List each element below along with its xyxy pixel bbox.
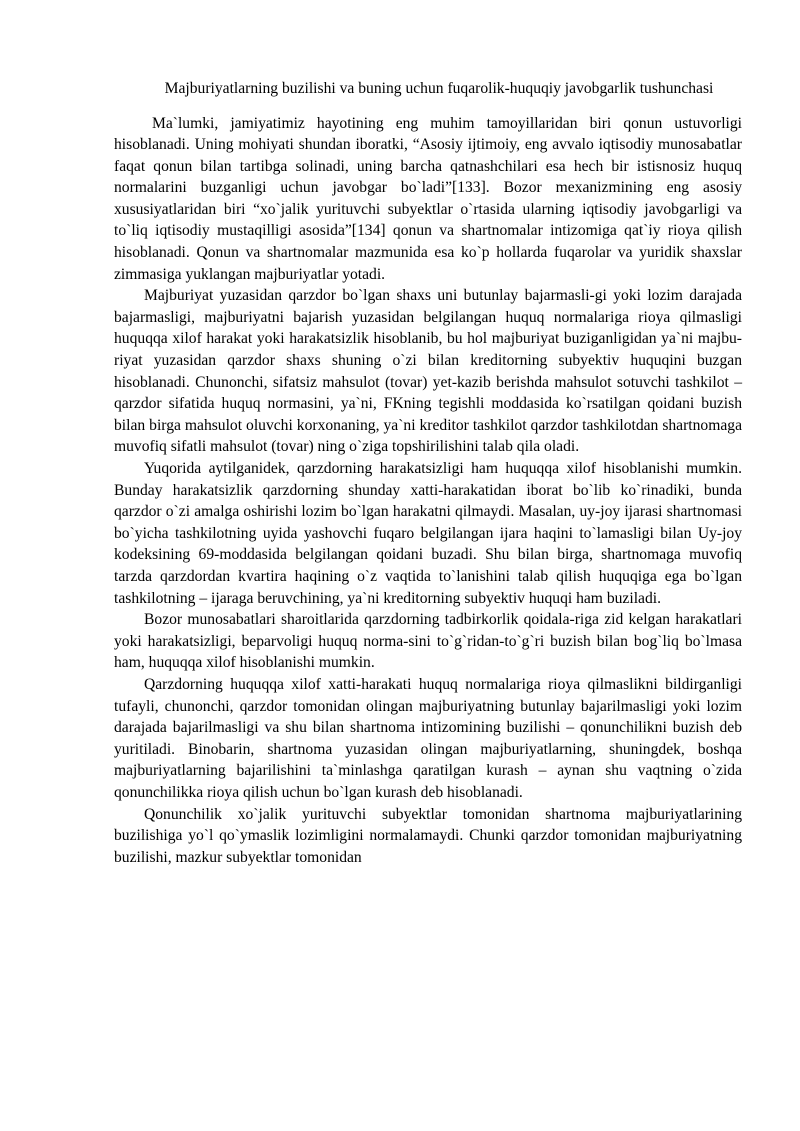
document-page (114, 72, 742, 868)
paragraph: Ma`lumki, jamiyatimiz hayotining eng muhim tamoyillaridan biri qonun ustuvorligi hisoblanadi. Uning mohiyati shundan iboratki, “Asosiy ijtimoiy, eng avvalo iqtisodiy munosabatlar faqat qonun bilan tartibga solinadi, uning barcha qatnashchilari esa hech bir istisnosiz huquq normalarini buzganligi uchun javobgar bo`ladi”[133]. Bozor mexanizmining eng asosiy xususiyatlaridan biri “xo`jalik yurituvchi subyektlar o`rtasida ularning iqtisodiy javobgarligi va to`liq iqtisodiy mustaqilligi asosida”[134] qonun va shartnomalar intizomiga qat`iy rioya qilish hisoblanadi. Qonun va shartnomalar mazmunida esa ko`p hollarda fuqarolar va yuridik shaxslar zimmasiga yuklangan majburiyatlar yotadi. (114, 114, 742, 283)
document-title: Majburiyatlarning buzilishi va buning uchun fuqarolik-huquqiy javobgarlik tushunchasi (164, 80, 714, 97)
paragraph: Bozor munosabatlari sharoitlarida qarzdorning tadbirkorlik qoidala-riga zid kelgan harakatlari yoki harakatsizligi, beparvoligi huquq norma-sini to`g`ridan-to`g`ri buzish bilan bog`liq bo`lmasa ham, huquqqa xilof hisoblanishi mumkin. (114, 611, 742, 672)
paragraph: Qonunchilik xo`jalik yurituvchi subyektlar tomonidan shartnoma majburiyatlarining buzilishiga yo`l qo`ymaslik lozimligini normalamaydi. Chunki qarzdor tomonidan majburiyatning buzilishi, mazkur subyektlar tomonidan (114, 805, 742, 866)
document-body (114, 113, 742, 869)
paragraph: Yuqorida aytilganidek, qarzdorning harakatsizligi ham huquqqa xilof hisoblanishi mumkin. Bunday harakatsizlik qarzdorning shunday xatti-harakatidan iborat bo`lib ko`rinadiki, bunda qarzdor o`zi amalga oshirishi lozim bo`lgan harakatni qilmaydi. Masalan, uy-joy ijarasi shartnomasi bo`yicha tashkilotning uyida yashovchi fuqaro belgilangan ijara haqini to`lamasligi bilan Uy-joy kodeksining 69-moddasida belgilangan qoidani buzadi. Shu bilan birga, shartnomaga muvofiq tarzda qarzdordan kvartira haqining o`z vaqtida to`lanishini talab qilish huquqiga ega bo`lgan tashkilotning – ijaraga beruvchining, ya`ni kreditorning subyektiv huquqi ham buziladi. (114, 460, 742, 607)
paragraph: Qarzdorning huquqqa xilof xatti-harakati huquq normalariga rioya qilmaslikni bildirganligi tufayli, chunonchi, qarzdor tomonidan olingan majburiyatning butunlay bajarilmasligi yoki lozim darajada bajarilmasligi va shu bilan shartnoma intizomining buzilishi – qonunchilikni buzish deb yuritiladi. Binobarin, shartnoma yuzasidan olingan majburiyatlarning, shuningdek, boshqa majburiyatlarning bajarilishini ta`minlashga qaratilgan kurash – aynan shu vaqtning o`zida qonunchilikka rioya qilish uchun bo`lgan kurash deb hisoblanadi. (114, 675, 742, 801)
paragraph: Majburiyat yuzasidan qarzdor bo`lgan shaxs uni butunlay bajarmasli-gi yoki lozim darajada bajarmasligi, majburiyatni bajarish yuzasidan belgilangan huquq normalariga rioya qilmasligi huquqqa xilof harakat yoki harakatsizlik hisoblanib, bu hol majburiyat buziganligidan ya`ni majbu-riyat yuzasidan qarzdor shaxs shuning o`zi bilan kreditorning subyektiv huquqini buzgan hisoblanadi. Chunonchi, sifatsiz mahsulot (tovar) yet-kazib berishda mahsulot sotuvchi tashkilot – qarzdor sifatida huquq normasini, ya`ni, FKning tegishli moddasida ko`rsatilgan qoidani buzish bilan birga mahsulot oluvchi korxonaning, ya`ni kreditor tashkilot qarzdor tashkilotdan shartnomaga muvofiq sifatli mahsulot (tovar) ning o`ziga topshirilishini talab qila oladi. (114, 287, 742, 456)
